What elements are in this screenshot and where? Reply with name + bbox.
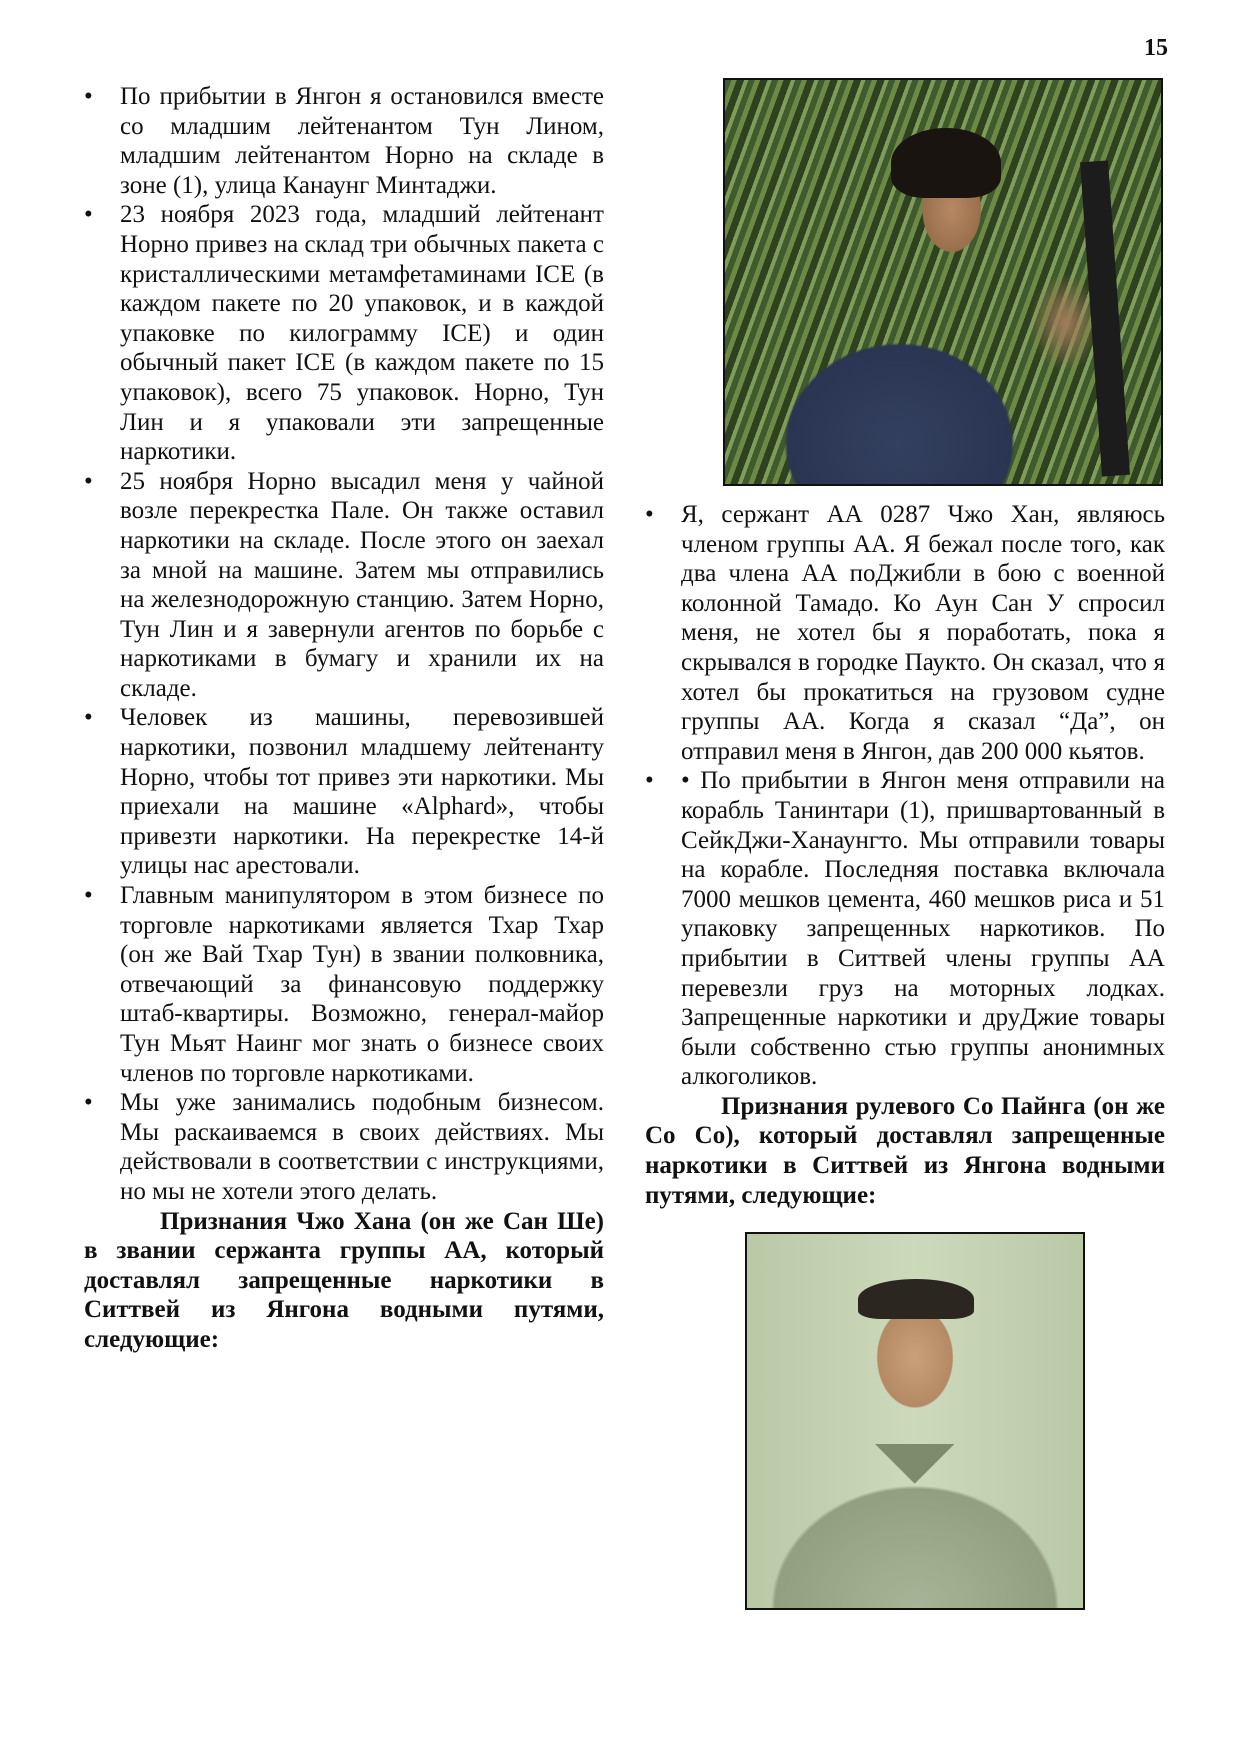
page-number: 15: [1144, 35, 1168, 61]
portrait-photo-saw-paing: [745, 1232, 1085, 1610]
list-item: • Человек из машины, перевозившей наркотики, позвонил младшему лейтенанту Норно, чтобы тот привез эти наркотики. Мы приехали на машине «Alphard», чтобы привезти наркотики. На перекрестке 14-й улицы нас арестовали.: [84, 703, 604, 881]
list-item: • Мы уже занимались подобным бизнесом. Мы раскаиваемся в своих действиях. Мы действовали в соответствии с инструкциями, но мы не хотели этого делать.: [84, 1088, 604, 1206]
list-item: • По прибытии в Янгон я остановился вместе со младшим лейтенантом Тун Лином, младшим лейтенантом Норно на складе в зоне (1), улица Канаунг Минтаджи.: [84, 82, 604, 200]
section-heading-kyaw-han: Признания Чжо Хана (он же Сан Ше) в звании сержанта группы АА, который доставлял запрещенные наркотики в Ситтвей из Янгона водными путями, следующие:: [84, 1207, 604, 1353]
list-item: • • По прибытии в Янгон меня отправили на корабль Танинтари (1), пришвартованный в СейкДжи-Ханаунгто. Мы отправили товары на корабле. Последняя поставка включала 7000 мешков цемента, 460 мешков риса и 51 упаковку запрещенных наркотиков. По прибытии в Ситтвей члены группы АА перевезли груз на моторных лодках. Запрещенные наркотики и друДжие товары были собственно стью группы анонимных алкоголиков.: [645, 766, 1165, 1092]
portrait-photo-kyaw-han: [723, 78, 1163, 486]
left-bullet-list: [84, 82, 604, 1207]
right-column: [645, 78, 1165, 1610]
list-item: • Я, сержант АА 0287 Чжо Хан, являюсь членом группы АА. Я бежал после того, как два члена АА поДжибли в бою с военной колонной Тамадо. Ко Аун Сан У спросил меня, не хотел бы я поработать, пока я скрывался в городке Паукто. Он сказал, что я хотел бы прокатиться на грузовом судне группы АА. Когда я сказал “Да”, он отправил меня в Янгон, дав 200 000 кьятов.: [645, 500, 1165, 766]
right-bullet-list: [645, 500, 1165, 1092]
list-item: • Главным манипулятором в этом бизнесе по торговле наркотиками является Тхар Тхар (он же Вай Тхар Тун) в звании полковника, отвечающий за финансовую поддержку штаб-квартиры. Возможно, генерал-майор Тун Мьят Наинг мог знать о бизнесе своих членов по торговле наркотиками.: [84, 881, 604, 1088]
left-column: [84, 82, 604, 1355]
list-item: • 23 ноября 2023 года, младший лейтенант Норно привез на склад три обычных пакета с кристаллическими метамфетаминами ICE (в каждом пакете по 20 упаковок, и в каждой упаковке по килограмму ICE) и один обычный пакет ICE (в каждом пакете по 15 упаковок), всего 75 упаковок. Норно, Тун Лин и я упаковали эти запрещенные наркотики.: [84, 200, 604, 466]
list-item: • 25 ноября Норно высадил меня у чайной возле перекрестка Пале. Он также оставил наркотики на складе. После этого он заехал за мной на машине. Затем мы отправились на железнодорожную станцию. Затем Норно, Тун Лин и я завернули агентов по борьбе с наркотиками в бумагу и хранили их на складе.: [84, 467, 604, 704]
section-heading-saw-paing: Признания рулевого Со Пайнга (он же Со Со), который доставлял запрещенные наркотики в Ситтвей из Янгона водными путями, следующие:: [645, 1092, 1165, 1209]
